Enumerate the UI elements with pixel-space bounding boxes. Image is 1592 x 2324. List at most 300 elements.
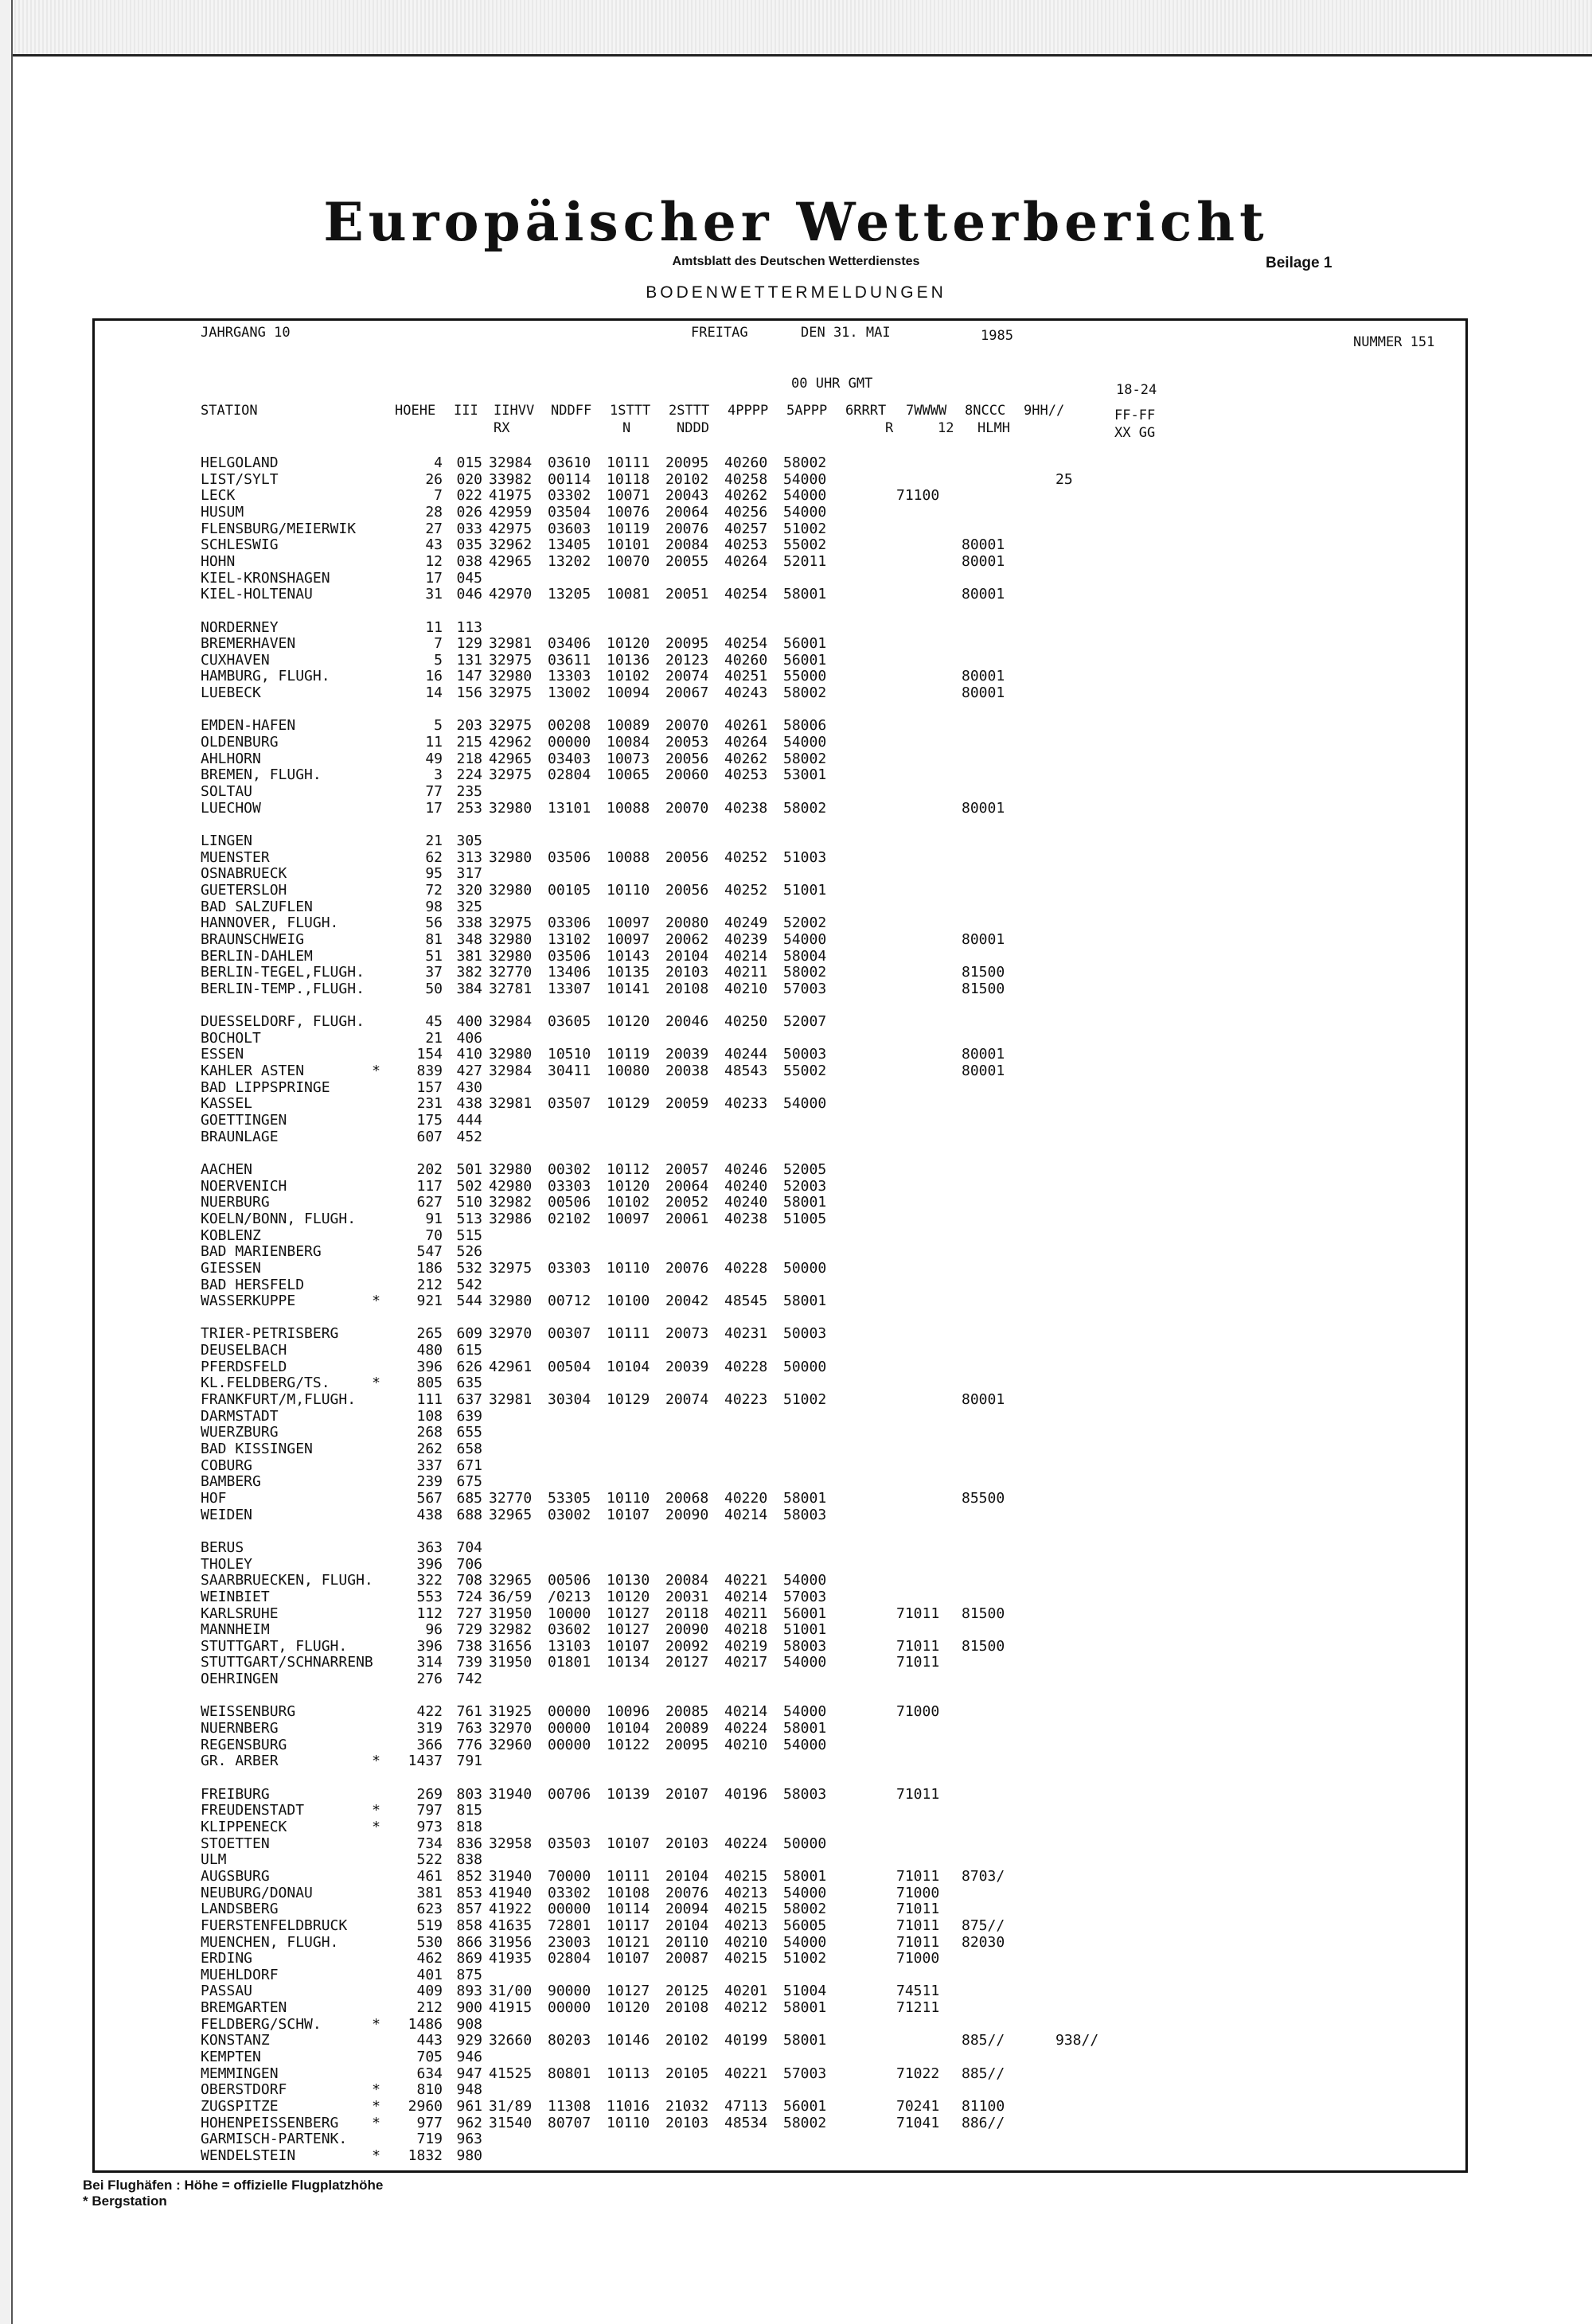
mountain-marker: * bbox=[372, 1063, 380, 1080]
station-height: 265 bbox=[416, 1325, 443, 1343]
group-5appp: 56001 bbox=[783, 2098, 827, 2115]
group-4pppp: 40238 bbox=[724, 799, 768, 817]
group-nddff: 03303 bbox=[548, 1259, 591, 1277]
group-7wwww: 71041 bbox=[896, 2114, 940, 2131]
group-1sttt: 10110 bbox=[607, 1259, 650, 1277]
group-iihvv: 32960 bbox=[489, 1736, 533, 1753]
group-iihvv: 32984 bbox=[489, 454, 533, 471]
station-name: LINGEN bbox=[201, 832, 253, 849]
group-2sttt: 20031 bbox=[665, 1588, 709, 1605]
group-2sttt: 20070 bbox=[665, 717, 709, 735]
group-1sttt: 10071 bbox=[607, 487, 650, 505]
station-id: 803 bbox=[456, 1785, 482, 1803]
station-height: 522 bbox=[416, 1851, 443, 1869]
station-id: 410 bbox=[456, 1046, 482, 1063]
station-height: 45 bbox=[425, 1013, 443, 1031]
station-id: 513 bbox=[456, 1210, 482, 1227]
group-1sttt: 10114 bbox=[607, 1901, 650, 1918]
group-iihvv: 32975 bbox=[489, 1259, 533, 1277]
group-5appp: 55002 bbox=[783, 536, 827, 554]
group-1sttt: 10136 bbox=[607, 651, 650, 669]
group-2sttt: 20102 bbox=[665, 470, 709, 488]
station-id: 869 bbox=[456, 1950, 482, 1967]
group-4pppp: 40199 bbox=[724, 2032, 768, 2049]
group-4pppp: 40214 bbox=[724, 1703, 768, 1721]
group-4pppp: 40238 bbox=[724, 1210, 768, 1227]
station-name: HUSUM bbox=[201, 503, 244, 521]
group-iihvv: 32975 bbox=[489, 651, 533, 669]
group-4pppp: 40253 bbox=[724, 766, 768, 784]
group-1sttt: 10110 bbox=[607, 2114, 650, 2131]
station-name: SAARBRUECKEN, FLUGH. bbox=[201, 1572, 373, 1589]
station-id: 515 bbox=[456, 1226, 482, 1244]
station-height: 462 bbox=[416, 1950, 443, 1967]
group-4pppp: 40214 bbox=[724, 1506, 768, 1523]
station-height: 91 bbox=[425, 1210, 443, 1227]
group-2sttt: 20103 bbox=[665, 964, 709, 981]
scan-edge bbox=[0, 0, 1592, 57]
station-name: THOLEY bbox=[201, 1555, 253, 1573]
group-2sttt: 20051 bbox=[665, 586, 709, 603]
group-nddff: 72801 bbox=[548, 1917, 591, 1934]
station-id: 544 bbox=[456, 1293, 482, 1310]
group-2sttt: 20103 bbox=[665, 1835, 709, 1852]
station-id: 658 bbox=[456, 1441, 482, 1457]
group-5appp: 54000 bbox=[783, 487, 827, 505]
group-iihvv: 31925 bbox=[489, 1703, 533, 1721]
station-height: 366 bbox=[416, 1736, 443, 1753]
group-1sttt: 10101 bbox=[607, 536, 650, 554]
station-id: 729 bbox=[456, 1621, 482, 1639]
group-8nccc: 885// bbox=[962, 2065, 1005, 2082]
group-7wwww: 71000 bbox=[896, 1950, 940, 1967]
station-name: BERLIN-DAHLEM bbox=[201, 947, 313, 965]
group-iihvv: 32984 bbox=[489, 1063, 533, 1080]
group-nddff: /0213 bbox=[548, 1588, 591, 1605]
observation-time: 00 UHR GMT bbox=[791, 376, 873, 392]
station-name: STUTTGART, FLUGH. bbox=[201, 1637, 348, 1655]
col-station-id: III bbox=[454, 403, 478, 419]
document-type: BODENWETTERMELDUNGEN bbox=[646, 283, 946, 302]
group-nddff: 13102 bbox=[548, 930, 591, 948]
group-4pppp: 40231 bbox=[724, 1325, 768, 1343]
station-id: 235 bbox=[456, 783, 482, 800]
group-5appp: 52007 bbox=[783, 1013, 827, 1031]
station-id: 253 bbox=[456, 799, 482, 817]
mountain-marker: * bbox=[372, 2081, 380, 2099]
group-8nccc: 875// bbox=[962, 1917, 1005, 1934]
group-iihvv: 32980 bbox=[489, 848, 533, 866]
group-nddff: 02804 bbox=[548, 1950, 591, 1967]
footnote-mountain: * Bergstation bbox=[83, 2193, 167, 2209]
group-2sttt: 20087 bbox=[665, 1950, 709, 1967]
station-id: 406 bbox=[456, 1029, 482, 1047]
group-8nccc: 81500 bbox=[962, 980, 1005, 997]
group-2sttt: 20092 bbox=[665, 1637, 709, 1655]
group-1sttt: 10127 bbox=[607, 1983, 650, 2000]
station-height: 567 bbox=[416, 1489, 443, 1507]
group-5appp: 54000 bbox=[783, 1884, 827, 1901]
station-id: 438 bbox=[456, 1095, 482, 1113]
station-height: 734 bbox=[416, 1835, 443, 1852]
station-id: 791 bbox=[456, 1753, 482, 1770]
group-2sttt: 20103 bbox=[665, 2114, 709, 2131]
group-5appp: 58001 bbox=[783, 1293, 827, 1310]
station-id: 637 bbox=[456, 1391, 482, 1409]
group-1sttt: 10104 bbox=[607, 1720, 650, 1737]
station-name: GARMISCH-PARTENK. bbox=[201, 2131, 348, 2148]
station-height: 5 bbox=[434, 717, 443, 735]
group-2sttt: 20108 bbox=[665, 980, 709, 997]
station-name: DEUSELBACH bbox=[201, 1342, 287, 1359]
station-name: DUESSELDORF, FLUGH. bbox=[201, 1013, 365, 1031]
group-4pppp: 40212 bbox=[724, 1999, 768, 2017]
group-7wwww: 71011 bbox=[896, 1654, 940, 1671]
station-name: GUETERSLOH bbox=[201, 881, 287, 899]
group-8nccc: 80001 bbox=[962, 1063, 1005, 1080]
station-name: WENDELSTEIN bbox=[201, 2147, 296, 2164]
station-height: 98 bbox=[425, 898, 443, 915]
group-iihvv: 32770 bbox=[489, 964, 533, 981]
group-2sttt: 20076 bbox=[665, 1259, 709, 1277]
station-id: 706 bbox=[456, 1555, 482, 1573]
station-name: WASSERKUPPE bbox=[201, 1293, 296, 1310]
station-name: FELDBERG/SCHW. bbox=[201, 2015, 322, 2033]
station-id: 853 bbox=[456, 1884, 482, 1901]
group-1sttt: 10097 bbox=[607, 930, 650, 948]
group-8nccc: 80001 bbox=[962, 1391, 1005, 1409]
group-2sttt: 20118 bbox=[665, 1605, 709, 1622]
group-nddff: 03306 bbox=[548, 914, 591, 932]
group-iihvv: 32980 bbox=[489, 1160, 533, 1178]
station-id: 858 bbox=[456, 1917, 482, 1934]
station-height: 480 bbox=[416, 1342, 443, 1359]
station-height: 202 bbox=[416, 1160, 443, 1178]
station-id: 382 bbox=[456, 964, 482, 981]
station-id: 818 bbox=[456, 1818, 482, 1835]
station-name: HOHN bbox=[201, 552, 236, 570]
group-1sttt: 10110 bbox=[607, 881, 650, 899]
station-name: PASSAU bbox=[201, 1983, 253, 2000]
station-height: 43 bbox=[425, 536, 443, 554]
group-1sttt: 10076 bbox=[607, 503, 650, 521]
group-iihvv: 42970 bbox=[489, 586, 533, 603]
mountain-marker: * bbox=[372, 2114, 380, 2131]
group-2sttt: 20095 bbox=[665, 1736, 709, 1753]
station-id: 131 bbox=[456, 651, 482, 669]
station-name: BAD MARIENBERG bbox=[201, 1243, 322, 1261]
group-5appp: 58004 bbox=[783, 947, 827, 965]
group-iihvv: 41975 bbox=[489, 487, 533, 505]
station-id: 948 bbox=[456, 2081, 482, 2099]
group-iihvv: 42975 bbox=[489, 520, 533, 537]
station-height: 81 bbox=[425, 930, 443, 948]
group-1sttt: 10146 bbox=[607, 2032, 650, 2049]
group-7wwww: 71011 bbox=[896, 1785, 940, 1803]
group-nddff: 00000 bbox=[548, 1736, 591, 1753]
group-5appp: 58002 bbox=[783, 750, 827, 767]
station-name: AACHEN bbox=[201, 1160, 253, 1178]
group-2sttt: 20064 bbox=[665, 1177, 709, 1195]
station-name: HOHENPEISSENBERG bbox=[201, 2114, 339, 2131]
station-id: 836 bbox=[456, 1835, 482, 1852]
station-name: LECK bbox=[201, 487, 236, 505]
group-iihvv: 42965 bbox=[489, 750, 533, 767]
group-iihvv: 32980 bbox=[489, 947, 533, 965]
station-height: 49 bbox=[425, 750, 443, 767]
group-nddff: 03506 bbox=[548, 848, 591, 866]
station-id: 852 bbox=[456, 1867, 482, 1885]
station-height: 422 bbox=[416, 1703, 443, 1721]
group-1sttt: 10094 bbox=[607, 684, 650, 702]
group-2sttt: 20105 bbox=[665, 2065, 709, 2082]
group-1sttt: 10104 bbox=[607, 1358, 650, 1375]
group-8nccc: 81500 bbox=[962, 1637, 1005, 1655]
station-id: 384 bbox=[456, 980, 482, 997]
col-8nccc: 8NCCC bbox=[965, 403, 1006, 419]
group-2sttt: 20062 bbox=[665, 930, 709, 948]
station-height: 634 bbox=[416, 2065, 443, 2082]
group-5appp: 58001 bbox=[783, 2032, 827, 2049]
group-iihvv: 41915 bbox=[489, 1999, 533, 2017]
group-2sttt: 20123 bbox=[665, 651, 709, 669]
group-5appp: 54000 bbox=[783, 470, 827, 488]
station-height: 319 bbox=[416, 1720, 443, 1737]
group-nddff: 00302 bbox=[548, 1160, 591, 1178]
station-height: 21 bbox=[425, 832, 443, 849]
group-4pppp: 40219 bbox=[724, 1637, 768, 1655]
page-subtitle: Amtsblatt des Deutschen Wetterdienstes bbox=[672, 255, 920, 268]
station-name: OSNABRUECK bbox=[201, 865, 287, 883]
station-id: 724 bbox=[456, 1588, 482, 1605]
station-id: 020 bbox=[456, 470, 482, 488]
group-1sttt: 10108 bbox=[607, 1884, 650, 1901]
group-1sttt: 10096 bbox=[607, 1703, 650, 1721]
group-iihvv: 41635 bbox=[489, 1917, 533, 1934]
group-iihvv: 41922 bbox=[489, 1901, 533, 1918]
group-nddff: 03302 bbox=[548, 1884, 591, 1901]
station-name: BAD LIPPSPRINGE bbox=[201, 1078, 330, 1096]
group-4pppp: 40261 bbox=[724, 717, 768, 735]
group-1sttt: 10102 bbox=[607, 1194, 650, 1211]
station-name: KOBLENZ bbox=[201, 1226, 261, 1244]
station-height: 627 bbox=[416, 1194, 443, 1211]
station-id: 203 bbox=[456, 717, 482, 735]
group-4pppp: 40228 bbox=[724, 1259, 768, 1277]
group-1sttt: 10110 bbox=[607, 1489, 650, 1507]
group-7wwww: 71011 bbox=[896, 1933, 940, 1951]
station-height: 26 bbox=[425, 470, 443, 488]
station-name: SOLTAU bbox=[201, 783, 253, 800]
station-name: KIEL-KRONSHAGEN bbox=[201, 569, 330, 587]
group-2sttt: 20039 bbox=[665, 1358, 709, 1375]
group-5appp: 54000 bbox=[783, 1095, 827, 1113]
group-2sttt: 20102 bbox=[665, 2032, 709, 2049]
group-2sttt: 20056 bbox=[665, 881, 709, 899]
group-5appp: 55002 bbox=[783, 1063, 827, 1080]
group-4pppp: 40260 bbox=[724, 454, 768, 471]
station-height: 461 bbox=[416, 1867, 443, 1885]
group-iihvv: 32980 bbox=[489, 930, 533, 948]
group-1sttt: 10118 bbox=[607, 470, 650, 488]
station-name: STOETTEN bbox=[201, 1835, 270, 1852]
group-nddff: 10510 bbox=[548, 1046, 591, 1063]
group-nddff: 13406 bbox=[548, 964, 591, 981]
group-5appp: 58002 bbox=[783, 964, 827, 981]
group-1sttt: 10065 bbox=[607, 766, 650, 784]
group-2sttt: 20104 bbox=[665, 947, 709, 965]
station-id: 129 bbox=[456, 635, 482, 653]
station-id: 510 bbox=[456, 1194, 482, 1211]
mountain-marker: * bbox=[372, 2147, 380, 2164]
station-id: 381 bbox=[456, 947, 482, 965]
station-name: GOETTINGEN bbox=[201, 1112, 287, 1129]
group-nddff: 00000 bbox=[548, 1999, 591, 2017]
group-4pppp: 40224 bbox=[724, 1720, 768, 1737]
group-iihvv: 32980 bbox=[489, 1046, 533, 1063]
station-name: WEISSENBURG bbox=[201, 1703, 296, 1721]
station-name: FUERSTENFELDBRUCK bbox=[201, 1917, 348, 1934]
group-7wwww: 71211 bbox=[896, 1999, 940, 2017]
group-7wwww: 71011 bbox=[896, 1917, 940, 1934]
group-nddff: 01801 bbox=[548, 1654, 591, 1671]
group-iihvv: 32958 bbox=[489, 1835, 533, 1852]
col-wind-sub: XX GG bbox=[1114, 425, 1156, 441]
station-id: 427 bbox=[456, 1063, 482, 1080]
station-height: 154 bbox=[416, 1046, 443, 1063]
group-1sttt: 10102 bbox=[607, 668, 650, 685]
group-1sttt: 10134 bbox=[607, 1654, 650, 1671]
group-1sttt: 10112 bbox=[607, 1160, 650, 1178]
group-1sttt: 10111 bbox=[607, 1867, 650, 1885]
group-nddff: 13405 bbox=[548, 536, 591, 554]
group-7wwww: 70241 bbox=[896, 2098, 940, 2115]
group-2sttt: 20074 bbox=[665, 1391, 709, 1409]
group-4pppp: 40196 bbox=[724, 1785, 768, 1803]
group-5appp: 56001 bbox=[783, 651, 827, 669]
group-2sttt: 20056 bbox=[665, 750, 709, 767]
station-id: 317 bbox=[456, 865, 482, 883]
group-iihvv: 31950 bbox=[489, 1654, 533, 1671]
station-name: HOF bbox=[201, 1489, 227, 1507]
mountain-marker: * bbox=[372, 1802, 380, 1819]
group-5appp: 58001 bbox=[783, 1999, 827, 2017]
station-id: 688 bbox=[456, 1506, 482, 1523]
group-4pppp: 48543 bbox=[724, 1063, 768, 1080]
col-4pppp: 4PPPP bbox=[728, 403, 769, 419]
group-1sttt: 10084 bbox=[607, 734, 650, 751]
station-height: 62 bbox=[425, 848, 443, 866]
group-1sttt: 10129 bbox=[607, 1095, 650, 1113]
station-id: 962 bbox=[456, 2114, 482, 2131]
group-4pppp: 40239 bbox=[724, 930, 768, 948]
group-nddff: 13101 bbox=[548, 799, 591, 817]
col-station: STATION bbox=[201, 403, 258, 419]
group-iihvv: 32980 bbox=[489, 881, 533, 899]
group-iihvv: 32980 bbox=[489, 668, 533, 685]
group-2sttt: 20046 bbox=[665, 1013, 709, 1031]
group-5appp: 56001 bbox=[783, 1605, 827, 1622]
station-name: GIESSEN bbox=[201, 1259, 261, 1277]
group-iihvv: 32975 bbox=[489, 914, 533, 932]
col-9hh: 9HH// bbox=[1024, 403, 1065, 419]
group-8nccc: 80001 bbox=[962, 684, 1005, 702]
station-name: LUEBECK bbox=[201, 684, 261, 702]
group-2sttt: 20068 bbox=[665, 1489, 709, 1507]
group-2sttt: 20070 bbox=[665, 799, 709, 817]
group-1sttt: 10107 bbox=[607, 1835, 650, 1852]
group-iihvv: 42965 bbox=[489, 552, 533, 570]
station-height: 96 bbox=[425, 1621, 443, 1639]
group-5appp: 51004 bbox=[783, 1983, 827, 2000]
station-name: BREMERHAVEN bbox=[201, 635, 296, 653]
station-name: BRAUNLAGE bbox=[201, 1128, 279, 1145]
station-name: LIST/SYLT bbox=[201, 470, 279, 488]
group-2sttt: 20094 bbox=[665, 1901, 709, 1918]
group-5appp: 58003 bbox=[783, 1506, 827, 1523]
group-7wwww: 71022 bbox=[896, 2065, 940, 2082]
station-height: 3 bbox=[434, 766, 443, 784]
group-4pppp: 40214 bbox=[724, 947, 768, 965]
weekday-label: FREITAG bbox=[691, 325, 748, 341]
group-1sttt: 10107 bbox=[607, 1950, 650, 1967]
station-height: 7 bbox=[434, 487, 443, 505]
group-5appp: 58002 bbox=[783, 454, 827, 471]
station-id: 857 bbox=[456, 1901, 482, 1918]
station-name: MEMMINGEN bbox=[201, 2065, 279, 2082]
group-2sttt: 20074 bbox=[665, 668, 709, 685]
station-height: 1832 bbox=[408, 2147, 443, 2164]
group-4pppp: 40251 bbox=[724, 668, 768, 685]
group-nddff: 13002 bbox=[548, 684, 591, 702]
group-1sttt: 10089 bbox=[607, 717, 650, 735]
station-height: 212 bbox=[416, 1999, 443, 2017]
group-2sttt: 20067 bbox=[665, 684, 709, 702]
station-name: KL.FELDBERG/TS. bbox=[201, 1375, 330, 1392]
group-iihvv: 36/59 bbox=[489, 1588, 533, 1605]
station-height: 2960 bbox=[408, 2098, 443, 2115]
group-nddff: 03002 bbox=[548, 1506, 591, 1523]
station-name: BREMEN, FLUGH. bbox=[201, 766, 322, 784]
station-name: LUECHOW bbox=[201, 799, 261, 817]
group-4pppp: 40233 bbox=[724, 1095, 768, 1113]
group-8nccc: 885// bbox=[962, 2032, 1005, 2049]
station-name: KASSEL bbox=[201, 1095, 253, 1113]
group-4pppp: 40211 bbox=[724, 1605, 768, 1622]
group-8nccc: 81500 bbox=[962, 1605, 1005, 1622]
station-height: 810 bbox=[416, 2081, 443, 2099]
station-id: 875 bbox=[456, 1966, 482, 1983]
station-id: 727 bbox=[456, 1605, 482, 1622]
col-2sttt-sub: NDDD bbox=[677, 420, 709, 436]
group-extra: 938// bbox=[1055, 2032, 1099, 2049]
station-id: 038 bbox=[456, 552, 482, 570]
group-5appp: 51001 bbox=[783, 881, 827, 899]
group-4pppp: 40243 bbox=[724, 684, 768, 702]
station-name: FREUDENSTADT bbox=[201, 1802, 305, 1819]
group-2sttt: 20084 bbox=[665, 1572, 709, 1589]
group-nddff: 03506 bbox=[548, 947, 591, 965]
group-5appp: 50000 bbox=[783, 1259, 827, 1277]
station-id: 685 bbox=[456, 1489, 482, 1507]
col-group-time: 18-24 bbox=[1116, 382, 1157, 398]
station-id: 675 bbox=[456, 1473, 482, 1491]
group-iihvv: 32770 bbox=[489, 1489, 533, 1507]
group-iihvv: 33982 bbox=[489, 470, 533, 488]
group-nddff: 03403 bbox=[548, 750, 591, 767]
station-height: 7 bbox=[434, 635, 443, 653]
group-1sttt: 10111 bbox=[607, 454, 650, 471]
